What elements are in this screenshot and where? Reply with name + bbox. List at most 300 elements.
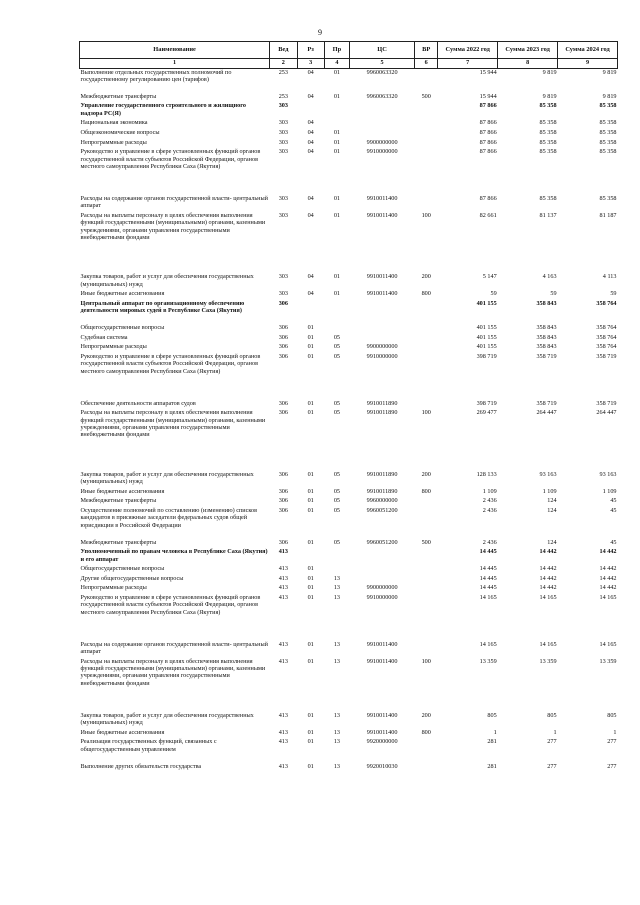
- table-row: [80, 119, 618, 129]
- row-sum-2023: 264 447: [536, 409, 557, 417]
- row-sum-2022: 87 866: [479, 138, 497, 146]
- row-sum-2023: 85 358: [539, 119, 557, 127]
- row-vr: [415, 102, 438, 119]
- row-sum-2023: 277: [547, 762, 557, 770]
- row-name: Управление государственного строительного и жилищного надзора РС(Я): [80, 102, 246, 117]
- row-cs: 9910011400: [366, 640, 398, 648]
- table-row: [80, 575, 618, 585]
- row-ved: 303: [278, 194, 288, 202]
- table-row: [80, 507, 618, 539]
- row-name: Выполнение других обязательств государства: [80, 762, 202, 770]
- row-ved: 413: [278, 640, 288, 648]
- row-vr: 500: [421, 538, 431, 546]
- row-cs: 9910011890: [366, 487, 398, 495]
- row-pr: 01: [333, 69, 341, 76]
- row-pr: 13: [333, 584, 341, 592]
- row-sum-2023: 85 358: [539, 102, 557, 110]
- table-row: [80, 488, 618, 498]
- row-name: Реализация государственных функций, связанных с общегосударственным управлением: [80, 738, 217, 753]
- row-pr: 05: [333, 506, 341, 514]
- row-vr: [415, 300, 438, 324]
- row-sum-2022: 398 719: [476, 399, 497, 407]
- row-rz: 04: [307, 129, 314, 137]
- row-sum-2022: 398 719: [476, 353, 497, 361]
- row-name: Закупка товаров, работ и услуг для обеспечения государственных (муниципальных) нужд: [80, 711, 254, 726]
- row-cs: [350, 565, 415, 575]
- row-sum-2024: 14 165: [599, 640, 617, 648]
- row-sum-2023: 358 843: [536, 343, 557, 351]
- row-pr: 01: [333, 211, 341, 219]
- col-number: 8: [498, 59, 558, 69]
- row-ved: 413: [278, 584, 288, 592]
- row-sum-2023: 358 843: [536, 299, 557, 307]
- row-pr: 05: [333, 538, 341, 546]
- row-sum-2023: 85 358: [539, 194, 557, 202]
- table-row: [80, 409, 618, 470]
- row-rz: 01: [307, 506, 314, 514]
- row-sum-2022: 805: [487, 711, 497, 719]
- col-header-pr: Пр: [324, 42, 349, 59]
- row-sum-2022: 2 436: [482, 538, 497, 546]
- row-vr: [415, 324, 438, 334]
- row-ved: 413: [278, 548, 288, 556]
- row-name: Обеспечение деятельности аппаратов судов: [80, 399, 196, 407]
- table-row: [80, 69, 618, 93]
- row-sum-2022: 14 165: [479, 593, 497, 601]
- row-sum-2024: 81 187: [599, 211, 617, 219]
- row-sum-2024: 358 764: [596, 333, 617, 341]
- row-name: Расходы на выплаты персоналу в целях обеспечения выполнения функций государственными (муниципальными) органами, казенными учреждениями, органами управления государственными внебюджетными фондами: [80, 409, 266, 439]
- row-vr: [415, 334, 438, 344]
- table-row: [80, 738, 618, 762]
- row-rz: 01: [307, 487, 314, 495]
- row-sum-2024: 45: [610, 538, 617, 546]
- row-rz: 01: [307, 497, 314, 505]
- row-sum-2023: 124: [547, 538, 557, 546]
- row-cs: 9900000000: [366, 584, 398, 592]
- row-ved: 413: [278, 728, 288, 736]
- row-vr: [415, 507, 438, 539]
- row-sum-2023: 358 719: [536, 353, 557, 361]
- row-sum-2024: 14 442: [599, 548, 617, 556]
- row-sum-2023: 358 843: [536, 333, 557, 341]
- row-name: Расходы на выплаты персоналу в целях обеспечения выполнения функций государственными (муниципальными) органами, казенными учреждениями, органами управления государственными внебюджетными фондами: [80, 211, 266, 242]
- row-rz: 01: [307, 640, 314, 648]
- col-header-sum-2023: Сумма 2023 год: [498, 42, 558, 59]
- row-name: Судебная система: [80, 333, 128, 341]
- table-row: [80, 565, 618, 575]
- row-sum-2024: 358 764: [596, 299, 617, 307]
- row-pr: 13: [333, 640, 341, 648]
- col-number: 9: [558, 59, 618, 69]
- row-ved: 303: [278, 211, 288, 219]
- row-sum-2023: 1 109: [542, 487, 557, 495]
- table-row: [80, 334, 618, 344]
- row-sum-2022: 128 133: [476, 470, 497, 478]
- row-rz: 01: [307, 657, 314, 665]
- row-rz: 04: [307, 273, 314, 281]
- table-row: [80, 471, 618, 488]
- row-cs: [350, 575, 415, 585]
- row-rz: 04: [307, 148, 314, 156]
- row-sum-2024: 9 819: [602, 69, 617, 76]
- row-pr: 13: [333, 762, 341, 770]
- row-sum-2024: 9 819: [602, 92, 617, 100]
- row-sum-2022: 15 944: [479, 69, 497, 76]
- row-cs: 9910000000: [366, 593, 398, 601]
- row-pr: 05: [333, 470, 341, 478]
- col-number: 4: [324, 59, 349, 69]
- row-ved: 253: [278, 69, 288, 76]
- col-header-ved: Вед: [270, 42, 297, 59]
- row-sum-2024: 358 764: [596, 324, 617, 332]
- row-sum-2023: 14 442: [539, 584, 557, 592]
- row-sum-2023: 85 358: [539, 148, 557, 156]
- row-cs: 9910011400: [366, 211, 398, 219]
- row-vr: 800: [421, 290, 431, 298]
- row-name: Общегосударственные вопросы: [80, 565, 165, 573]
- row-name: Межбюджетные трансферты: [80, 497, 157, 505]
- row-name: Иные бюджетные ассигнования: [80, 290, 165, 298]
- row-cs: 9910011400: [366, 194, 398, 202]
- row-sum-2023: 13 359: [539, 657, 557, 665]
- row-sum-2022: 281: [487, 738, 497, 746]
- row-vr: [415, 343, 438, 353]
- row-cs: [350, 119, 415, 129]
- row-cs: 9910011400: [366, 657, 398, 665]
- col-header-vr: ВР: [415, 42, 438, 59]
- row-sum-2024: 59: [610, 290, 617, 298]
- table-row: [80, 548, 618, 565]
- row-pr: 01: [333, 273, 341, 281]
- row-cs: 9910000000: [366, 353, 398, 361]
- col-number: 3: [297, 59, 324, 69]
- table-row: [80, 102, 618, 119]
- row-sum-2024: 1: [613, 728, 617, 736]
- row-rz: 04: [307, 69, 314, 76]
- row-sum-2023: 14 442: [539, 565, 557, 573]
- row-rz: 04: [307, 119, 314, 127]
- row-sum-2023: 805: [547, 711, 557, 719]
- row-sum-2024: 93 163: [599, 470, 617, 478]
- row-rz: 01: [307, 538, 314, 546]
- row-ved: 306: [278, 470, 288, 478]
- row-sum-2024: 358 719: [596, 353, 617, 361]
- table-body: [80, 69, 618, 773]
- row-sum-2024: 85 358: [599, 148, 617, 156]
- row-rz: 01: [307, 353, 314, 361]
- row-sum-2024: 1 109: [602, 487, 617, 495]
- row-sum-2024: 85 358: [599, 129, 617, 137]
- row-pr: 05: [333, 399, 341, 407]
- header-row: [80, 42, 618, 59]
- row-cs: 9910011890: [366, 399, 398, 407]
- row-cs: 9900000000: [366, 343, 398, 351]
- row-sum-2022: 14 445: [479, 574, 497, 582]
- row-vr: [415, 738, 438, 762]
- row-cs: 9910011890: [366, 470, 398, 478]
- row-cs: 9960051200: [366, 506, 398, 514]
- row-cs: 9920010030: [366, 762, 398, 770]
- row-sum-2023: 9 819: [542, 92, 557, 100]
- table-row: [80, 539, 618, 549]
- col-number: 6: [415, 59, 438, 69]
- row-sum-2024: 14 442: [599, 574, 617, 582]
- row-vr: [415, 139, 438, 149]
- row-pr: [324, 565, 349, 575]
- table-row: [80, 594, 618, 641]
- row-sum-2023: 9 819: [542, 69, 557, 76]
- row-cs: [350, 102, 415, 119]
- row-cs: [350, 334, 415, 344]
- col-header-name: Наименование: [80, 42, 270, 59]
- row-sum-2023: 85 358: [539, 138, 557, 146]
- row-sum-2022: 401 155: [476, 299, 497, 307]
- row-ved: 303: [278, 148, 288, 156]
- row-rz: 01: [307, 565, 314, 573]
- table-row: [80, 729, 618, 739]
- row-sum-2022: 1 109: [482, 487, 497, 495]
- row-vr: [415, 129, 438, 139]
- row-rz: 01: [307, 762, 314, 770]
- row-cs: 9910011400: [366, 290, 398, 298]
- row-ved: 303: [278, 273, 288, 281]
- row-ved: 413: [278, 738, 288, 746]
- row-pr: [324, 300, 349, 324]
- row-rz: [297, 300, 324, 324]
- row-pr: 01: [333, 148, 341, 156]
- row-name: Руководство и управление в сфере установленных функций органов государственной власти субъектов Российской Федерации, органов местного самоуправления Республики Саха (Якутия): [80, 353, 261, 375]
- row-cs: 9960000000: [366, 497, 398, 505]
- row-ved: 303: [278, 119, 288, 127]
- row-vr: 200: [421, 273, 431, 281]
- row-sum-2024: 358 764: [596, 343, 617, 351]
- row-pr: 01: [333, 290, 341, 298]
- row-vr: [415, 594, 438, 641]
- table-row: [80, 324, 618, 334]
- row-pr: [324, 324, 349, 334]
- table-row: [80, 658, 618, 712]
- row-ved: 306: [278, 353, 288, 361]
- row-rz: 04: [307, 211, 314, 219]
- row-ved: 413: [278, 711, 288, 719]
- row-vr: [415, 584, 438, 594]
- row-sum-2023: 93 163: [539, 470, 557, 478]
- row-sum-2022: 14 445: [479, 584, 497, 592]
- row-ved: 413: [278, 657, 288, 665]
- row-sum-2022: 82 661: [479, 211, 497, 219]
- row-sum-2022: 87 866: [479, 129, 497, 137]
- row-name: Расходы на выплаты персоналу в целях обеспечения выполнения функций государственными (муниципальными) органами, казенными учреждениями, органами управления государственными внебюджетными фондами: [80, 657, 266, 687]
- row-sum-2022: 87 866: [479, 148, 497, 156]
- row-name: Национальная экономика: [80, 119, 148, 127]
- row-cs: 9910011890: [366, 409, 398, 417]
- row-sum-2024: 277: [607, 762, 617, 770]
- row-rz: 01: [307, 324, 314, 332]
- row-ved: 306: [278, 299, 288, 307]
- row-name: Общеэкономические вопросы: [80, 129, 160, 137]
- row-pr: [324, 119, 349, 129]
- row-name: Центральный аппарат по организационному обеспечению деятельности мировых судей в Республике Саха (Якутия): [80, 299, 245, 315]
- row-cs: 9960051200: [366, 538, 398, 546]
- row-cs: [350, 300, 415, 324]
- row-ved: 306: [278, 409, 288, 417]
- row-ved: 303: [278, 129, 288, 137]
- table-row: [80, 300, 618, 324]
- row-pr: 01: [333, 138, 341, 146]
- row-name: Выполнение отдельных государственных полномочий по государственному регулированию цен (тарифов): [80, 69, 232, 84]
- table-row: [80, 343, 618, 353]
- row-sum-2022: 87 866: [479, 194, 497, 202]
- row-vr: 100: [421, 657, 431, 665]
- row-sum-2022: 401 155: [476, 324, 497, 332]
- table-row: [80, 273, 618, 290]
- row-sum-2022: 401 155: [476, 333, 497, 341]
- row-sum-2022: 281: [487, 762, 497, 770]
- row-sum-2024: 264 447: [596, 409, 617, 417]
- row-name: Другие общегосударственные вопросы: [80, 574, 184, 582]
- row-sum-2023: 358 719: [536, 399, 557, 407]
- row-pr: 01: [333, 194, 341, 202]
- row-sum-2023: 124: [547, 497, 557, 505]
- row-cs: 9900000000: [366, 138, 398, 146]
- row-rz: 04: [307, 138, 314, 146]
- table-row: [80, 763, 618, 773]
- row-ved: 306: [278, 333, 288, 341]
- row-name: Непрограммные расходы: [80, 138, 147, 146]
- row-rz: 04: [307, 92, 314, 100]
- row-name: Расходы на содержание органов государственной власти- центральный аппарат: [80, 194, 268, 210]
- row-rz: 01: [307, 711, 314, 719]
- row-name: Осуществление полномочий по составлению (изменению) списков кандидатов в присяжные заседатели федеральных судов общей юрисдикции в Российской Федерации: [80, 506, 258, 529]
- table-row: [80, 195, 618, 212]
- row-sum-2024: 85 358: [599, 138, 617, 146]
- row-sum-2023: 4 163: [542, 273, 557, 281]
- row-rz: 01: [307, 333, 314, 341]
- row-name: Иные бюджетные ассигнования: [80, 728, 165, 736]
- table-row: [80, 497, 618, 507]
- row-rz: [297, 548, 324, 565]
- column-number-row: [80, 59, 618, 69]
- row-sum-2024: 45: [610, 506, 617, 514]
- row-pr: 13: [333, 738, 341, 746]
- row-sum-2023: 14 165: [539, 640, 557, 648]
- row-pr: 05: [333, 343, 341, 351]
- row-pr: 05: [333, 497, 341, 505]
- row-vr: 200: [421, 470, 431, 478]
- row-sum-2022: 401 155: [476, 343, 497, 351]
- row-pr: 13: [333, 657, 341, 665]
- col-number: 7: [438, 59, 498, 69]
- page-number: 9: [318, 28, 322, 37]
- row-rz: 01: [307, 470, 314, 478]
- row-rz: 01: [307, 593, 314, 601]
- row-cs: [350, 548, 415, 565]
- row-sum-2023: 81 137: [539, 211, 557, 219]
- row-ved: 303: [278, 138, 288, 146]
- row-sum-2024: 13 359: [599, 657, 617, 665]
- row-sum-2024: 45: [610, 497, 617, 505]
- row-pr: [324, 102, 349, 119]
- row-name: Закупка товаров, работ и услуг для обеспечения государственных (муниципальных) нужд: [80, 273, 254, 288]
- row-sum-2023: 59: [550, 290, 557, 298]
- row-sum-2024: 14 442: [599, 565, 617, 573]
- row-cs: 9910011400: [366, 711, 398, 719]
- col-number: 2: [270, 59, 297, 69]
- row-vr: [415, 548, 438, 565]
- row-sum-2023: 124: [547, 506, 557, 514]
- row-sum-2022: 14 445: [479, 548, 497, 556]
- row-name: Закупка товаров, работ и услуг для обеспечения государственных (муниципальных) нужд: [80, 470, 254, 485]
- row-vr: 100: [421, 211, 431, 219]
- col-number: 1: [80, 59, 270, 69]
- row-pr: 05: [333, 353, 341, 361]
- row-vr: [415, 353, 438, 400]
- row-rz: 01: [307, 399, 314, 407]
- table-row: [80, 641, 618, 658]
- row-ved: 306: [278, 497, 288, 505]
- row-vr: 100: [421, 409, 431, 417]
- row-pr: 13: [333, 593, 341, 601]
- row-vr: 200: [421, 711, 431, 719]
- row-pr: 05: [333, 333, 341, 341]
- row-sum-2024: 85 358: [599, 119, 617, 127]
- row-name: Иные бюджетные ассигнования: [80, 487, 165, 495]
- row-sum-2024: 14 165: [599, 593, 617, 601]
- col-header-sum-2024: Сумма 2024 год: [558, 42, 618, 59]
- row-pr: 13: [333, 728, 341, 736]
- table-row: [80, 353, 618, 400]
- row-name: Межбюджетные трансферты: [80, 92, 157, 100]
- row-sum-2022: 14 165: [479, 640, 497, 648]
- col-header-cs: ЦС: [350, 42, 415, 59]
- row-ved: 413: [278, 762, 288, 770]
- row-rz: 01: [307, 574, 314, 582]
- row-name: Общегосударственные вопросы: [80, 324, 165, 332]
- row-vr: [415, 69, 438, 93]
- col-header-rz: Рз: [297, 42, 324, 59]
- row-sum-2023: 14 442: [539, 574, 557, 582]
- row-pr: 13: [333, 711, 341, 719]
- table-row: [80, 290, 618, 300]
- row-rz: 01: [307, 409, 314, 417]
- row-name: Руководство и управление в сфере установленных функций органов государственной власти субъектов Российской Федерации, органов местного самоуправления Республики Саха (Якутия): [80, 593, 261, 616]
- row-sum-2022: 2 436: [482, 506, 497, 514]
- row-sum-2024: 4 113: [602, 273, 617, 281]
- row-cs: 9960063320: [366, 92, 398, 100]
- row-rz: 04: [307, 290, 314, 298]
- row-vr: [415, 565, 438, 575]
- table-row: [80, 129, 618, 139]
- row-sum-2022: 13 359: [479, 657, 497, 665]
- row-sum-2023: 1: [553, 728, 557, 736]
- table-row: [80, 148, 618, 195]
- row-vr: [415, 575, 438, 585]
- row-rz: 04: [307, 194, 314, 202]
- row-rz: 01: [307, 738, 314, 746]
- row-sum-2023: 14 442: [539, 548, 557, 556]
- row-vr: 800: [421, 728, 431, 736]
- row-pr: 05: [333, 409, 341, 417]
- row-sum-2022: 269 477: [476, 409, 497, 417]
- row-sum-2024: 805: [607, 711, 617, 719]
- table-row: [80, 139, 618, 149]
- row-name: Руководство и управление в сфере установленных функций органов государственной власти субъектов Российской Федерации, органов местного самоуправления Республики Саха (Якутия): [80, 148, 261, 171]
- row-vr: [415, 195, 438, 212]
- row-pr: 05: [333, 487, 341, 495]
- budget-table: [79, 41, 618, 772]
- row-rz: [297, 102, 324, 119]
